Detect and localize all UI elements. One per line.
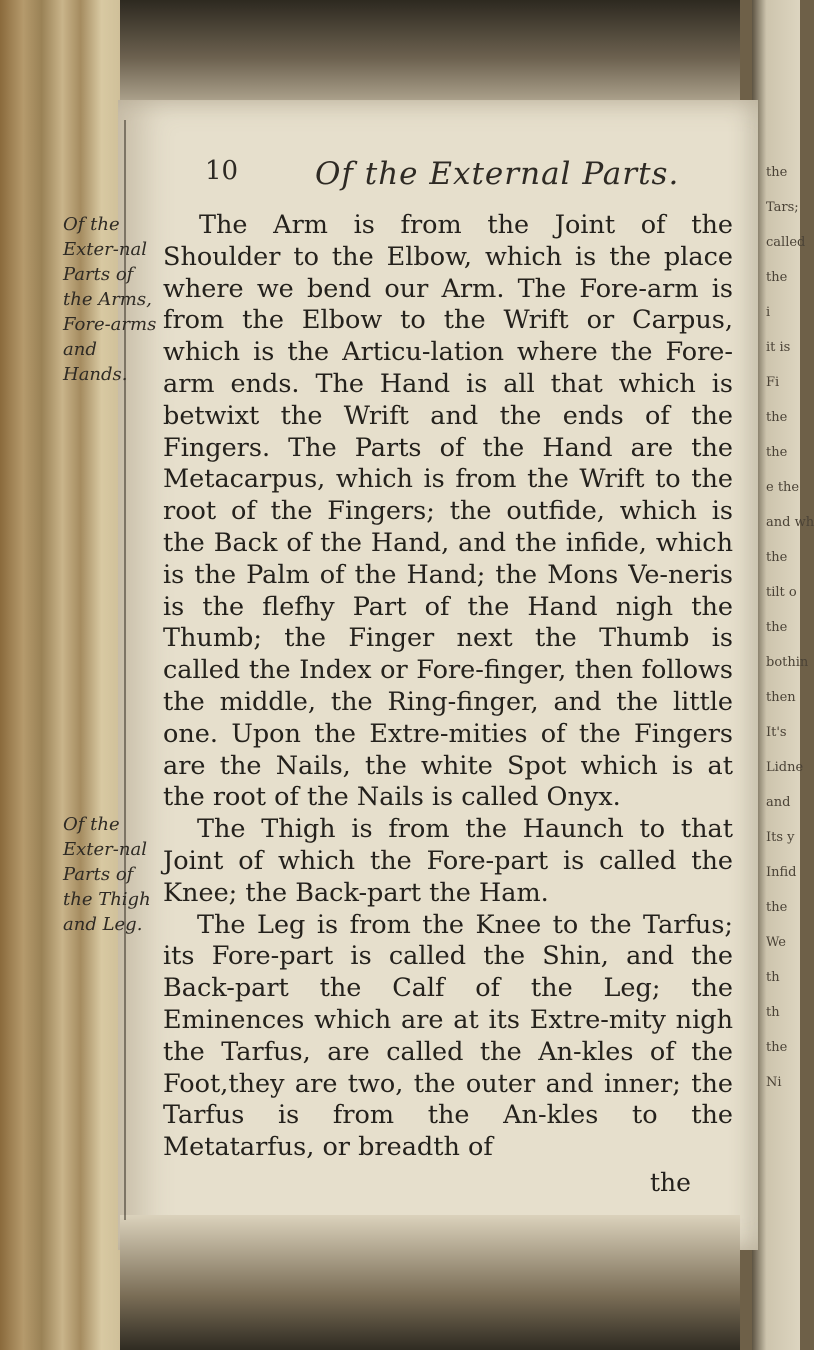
margin-note-arms: Of the Exter-nal Parts of the Arms, Fore-arms and Hands. [63, 214, 157, 385]
margin-note-thigh: Of the Exter-nal Parts of the Thigh and Leg. [63, 814, 151, 935]
page-number: 10 [205, 156, 239, 186]
paragraph-thigh: The Thigh is from the Haunch to that Joint of which the Fore-part is called the Knee; the Back-part the Ham. [163, 814, 733, 908]
body-text [163, 210, 733, 1164]
next-page-fragment: and [766, 795, 791, 810]
page-bottom-shadow [120, 1215, 740, 1350]
next-page-edge [752, 0, 814, 1350]
next-page-fragment: the [766, 410, 788, 425]
next-page-fragment: it is [766, 340, 791, 355]
next-page-fragment: the [766, 620, 788, 635]
next-page-fragment: Lidne [766, 760, 804, 775]
next-page-fragment: called [766, 235, 806, 250]
next-page-fragment: Tars; [766, 200, 799, 215]
next-page-fragment: Its y [766, 830, 795, 845]
paragraph-leg: The Leg is from the Knee to the Tarfus; its Fore-part is called the Shin, and the Back-part the Calf of the Leg; the Eminences which are at its Extre-mity nigh the Tarfus, are called the An-kles of the Foot,they are two, the outer and inner; the Tarfus is from the An-kles to the Metatarfus, or breadth of [163, 909, 733, 1163]
next-page-fragment: the [766, 165, 788, 180]
next-page-fragment: Ni [766, 1075, 782, 1090]
next-page-fragment: Fi [766, 375, 780, 390]
next-page-fragment: the [766, 445, 788, 460]
running-head: Of the External Parts. [315, 156, 680, 192]
next-page-fragment: then [766, 690, 796, 705]
next-page-fragment: the [766, 550, 788, 565]
next-page-fragment: th [766, 1005, 780, 1020]
next-page-fragment: bothin [766, 655, 809, 670]
page-header [120, 156, 760, 202]
next-page-fragment: and wh [766, 515, 814, 530]
catchword: the [650, 1168, 691, 1197]
next-page-fragment: i [766, 305, 771, 320]
next-page-fragment: tilt o [766, 585, 797, 600]
next-page-fragment: e the [766, 480, 800, 495]
next-page-fragment: the [766, 270, 788, 285]
next-page-fragment: the [766, 900, 788, 915]
book-gutter [0, 0, 130, 1350]
paragraph-arm: The Arm is from the Joint of the Shoulder to the Elbow, which is the place where we bend our Arm. The Fore-arm is from the Elbow to the Wrift or Carpus, which is the Articu-lation where the Fore-arm ends. The Hand is all that which is betwixt the Wrift and the ends of the Fingers. The Parts of the Hand are the Metacarpus, which is from the Wrift to the root of the Fingers; the outfide, which is the Back of the Hand, and the infide, which is the Palm of the Hand; the Mons Ve-neris is the flefhy Part of the Hand nigh the Thumb; the Finger next the Thumb is called the Index or Fore-finger, then follows the middle, the Ring-finger, and the little one. Upon the Extre-mities of the Fingers are the Nails, the white Spot which is at the root of the Nails is called Onyx. [163, 210, 733, 813]
next-page-fragment: the [766, 1040, 788, 1055]
next-page-fragment: We [766, 935, 786, 950]
next-page-fragment: Infid [766, 865, 797, 880]
next-page-fragment: th [766, 970, 780, 985]
next-page-fragment: It's [766, 725, 787, 740]
